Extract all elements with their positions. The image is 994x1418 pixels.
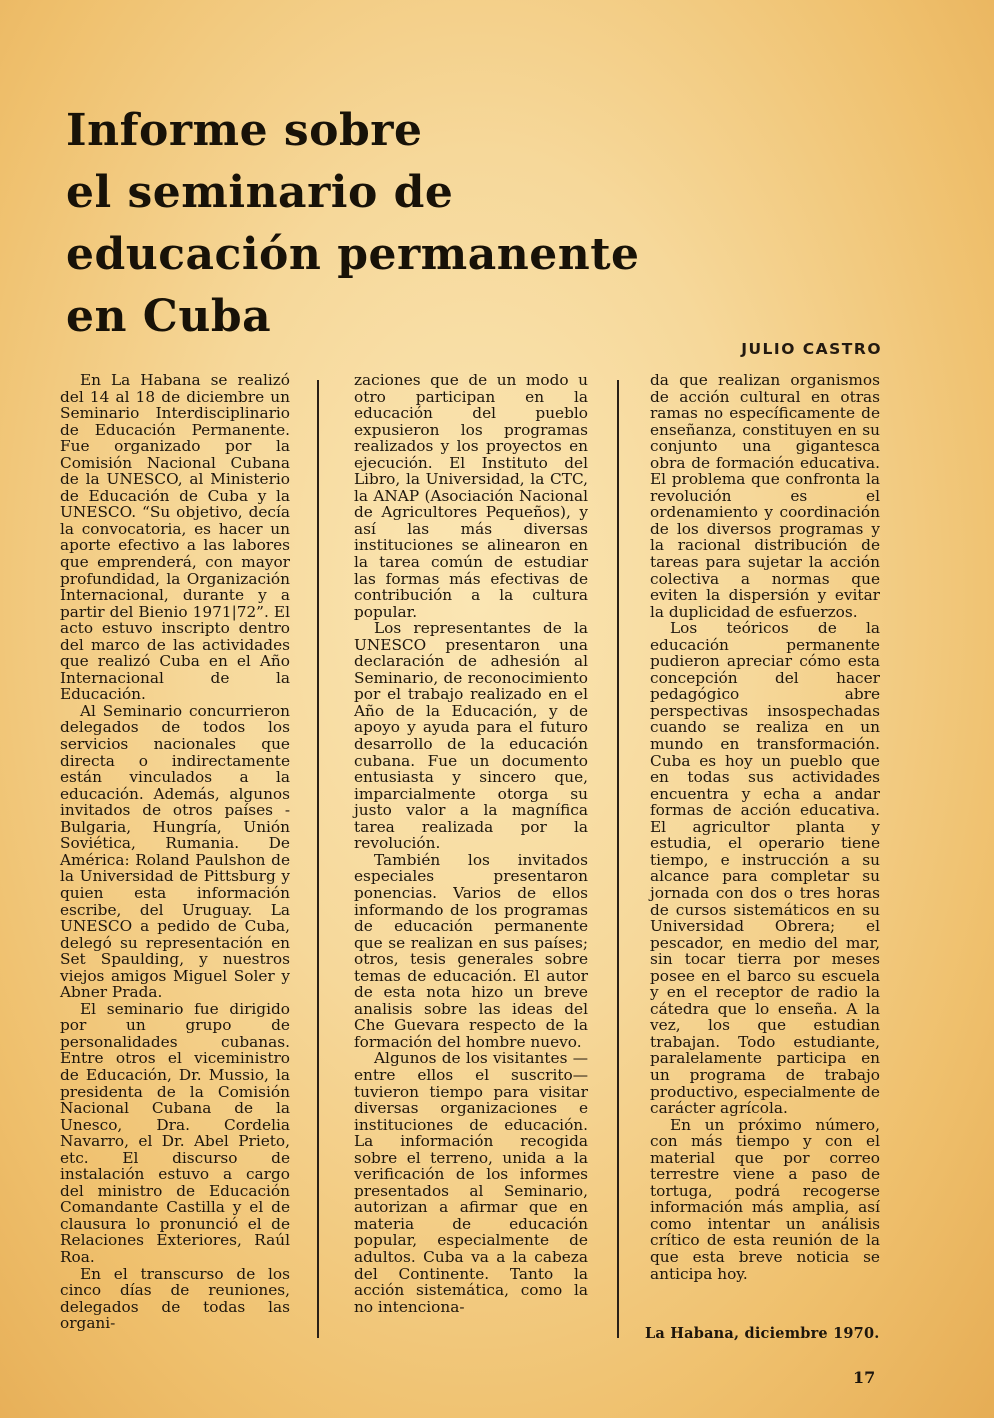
text-column-1	[60, 372, 290, 1332]
paragraph: En el transcurso de los cinco días de reuniones, delegados de todas las organi-	[60, 1264, 290, 1333]
paragraph: Los representantes de la UNESCO presentaron una declaración de adhesión al Seminario, de reconocimiento por el trabajo realizado en el Año de la Educación, y de apoyo y ayuda para el futuro desarrollo de la educación cubana. Fue un documento entusiasta y sincero que, imparcialmente otorga su justo valor a la magnífica tarea realizada por la revolución.	[354, 619, 588, 853]
paragraph: En un próximo número, con más tiempo y con el material que por correo terrestre viene a paso de tortuga, podrá recogerse información más amplia, así como intentar un análisis crítico de esta reunión de la que esta breve noticia se anticipa hoy.	[650, 1115, 880, 1283]
author-byline: JULIO CASTRO	[741, 340, 882, 358]
column-divider	[617, 380, 619, 1338]
title-line: Informe sobre	[66, 105, 423, 156]
text-column-3	[650, 372, 880, 1282]
text-column-2	[354, 372, 588, 1315]
paragraph: En La Habana se realizó del 14 al 18 de diciembre un Seminario Interdisciplinario de Educación Permanente. Fue organizado por la Comisión Nacional Cubana de la UNESCO, al Ministerio de Educación de Cuba y la UNESCO. “Su objetivo, decía la convocatoria, es hacer un aporte efectivo a las labores que emprenderá, con mayor profundidad, la Organización Internacional, durante y a partir del Bienio 1971|72”. El acto estuvo inscripto dentro del marco de las actividades que realizó Cuba en el Año Internacional de la Educación.	[60, 371, 290, 704]
column-divider	[317, 380, 319, 1338]
title-line: el seminario de	[66, 167, 454, 218]
title-line: educación permanente	[66, 229, 640, 280]
paragraph: El seminario fue dirigido por un grupo de personalidades cubanas. Entre otros el viceministro de Educación, Dr. Mussio, la presidenta de la Comisión Nacional Cubana de la Unesco, Dra. Cordelia Navarro, el Dr. Abel Prieto, etc. El discurso de instalación estuvo a cargo del ministro de Educación Comandante Castilla y el de clausura lo pronunció el de Relaciones Exteriores, Raúl Roa.	[60, 999, 290, 1266]
dateline: La Habana, diciembre 1970.	[645, 1325, 880, 1342]
title-line: en Cuba	[66, 291, 272, 342]
paragraph: zaciones que de un modo u otro participan en la educación del pueblo expusieron los programas realizados y los proyectos en ejecución. El Instituto del Libro, la Universidad, la CTC, la ANAP (Asociación Nacional de Agricultores Pequeños), y así las más diversas instituciones se alinearon en la tarea común de estudiar las formas más efectivas de contribución a la cultura popular.	[354, 371, 588, 621]
paragraph: Los teóricos de la educación permanente pudieron apreciar cómo esta concepción del hacer pedagógico abre perspectivas insospechadas cuando se realiza en un mundo en transformación. Cuba es hoy un pueblo que en todas sus actividades encuentra y echa a andar formas de acción educativa. El agricultor planta y estudia, el operario tiene tiempo, e instrucción a su alcance para completar su jornada con dos o tres horas de cursos sistemáticos en su Universidad Obrera; el pescador, en medio del mar, sin tocar tierra por meses posee en el barco su escuela y en el receptor de radio la cátedra que lo enseña. A la vez, los que estudian trabajan. Todo estudiante, paralelamente participa en un programa de trabajo productivo, especialmente de carácter agrícola.	[650, 619, 880, 1118]
paragraph: También los invitados especiales presentaron ponencias. Varios de ellos informando de los programas de educación permanente que se realizan en sus países; otros, tesis generales sobre temas de educación. El autor de esta nota hizo un breve analisis sobre las ideas del Che Guevara respecto de la formación del hombre nuevo.	[354, 850, 588, 1051]
paragraph: Algunos de los visitantes —entre ellos el suscrito— tuvieron tiempo para visitar diversas organizaciones e instituciones de educación. La información recogida sobre el terreno, unida a la verificación de los informes presentados al Seminario, autorizan a afirmar que en materia de educación popular, especialmente de adultos. Cuba va a la cabeza del Continente. Tanto la acción sistemática, como la no intenciona-	[354, 1049, 588, 1316]
paragraph: Al Seminario concurrieron delegados de todos los servicios nacionales que directa o indirectamente están vinculados a la educación. Además, algunos invitados de otros países - Bulgaria, Hungría, Unión Soviética, Rumania. De América: Roland Paulshon de la Universidad de Pittsburg y quien esta información escribe, del Uruguay. La UNESCO a pedido de Cuba, delegó su representación en Set Spaulding, y nuestros viejos amigos Miguel Soler y Abner Prada.	[60, 701, 290, 1002]
paragraph: da que realizan organismos de acción cultural en otras ramas no específicamente de enseñanza, constituyen en su conjunto una gigantesca obra de formación educativa. El problema que confronta la revolución es el ordenamiento y coordinación de los diversos programas y la racional distribución de tareas para sujetar la acción colectiva a normas que eviten la dispersión y evitar la duplicidad de esfuerzos.	[650, 371, 880, 621]
article-title	[66, 100, 666, 348]
page-number: 17	[853, 1368, 876, 1387]
